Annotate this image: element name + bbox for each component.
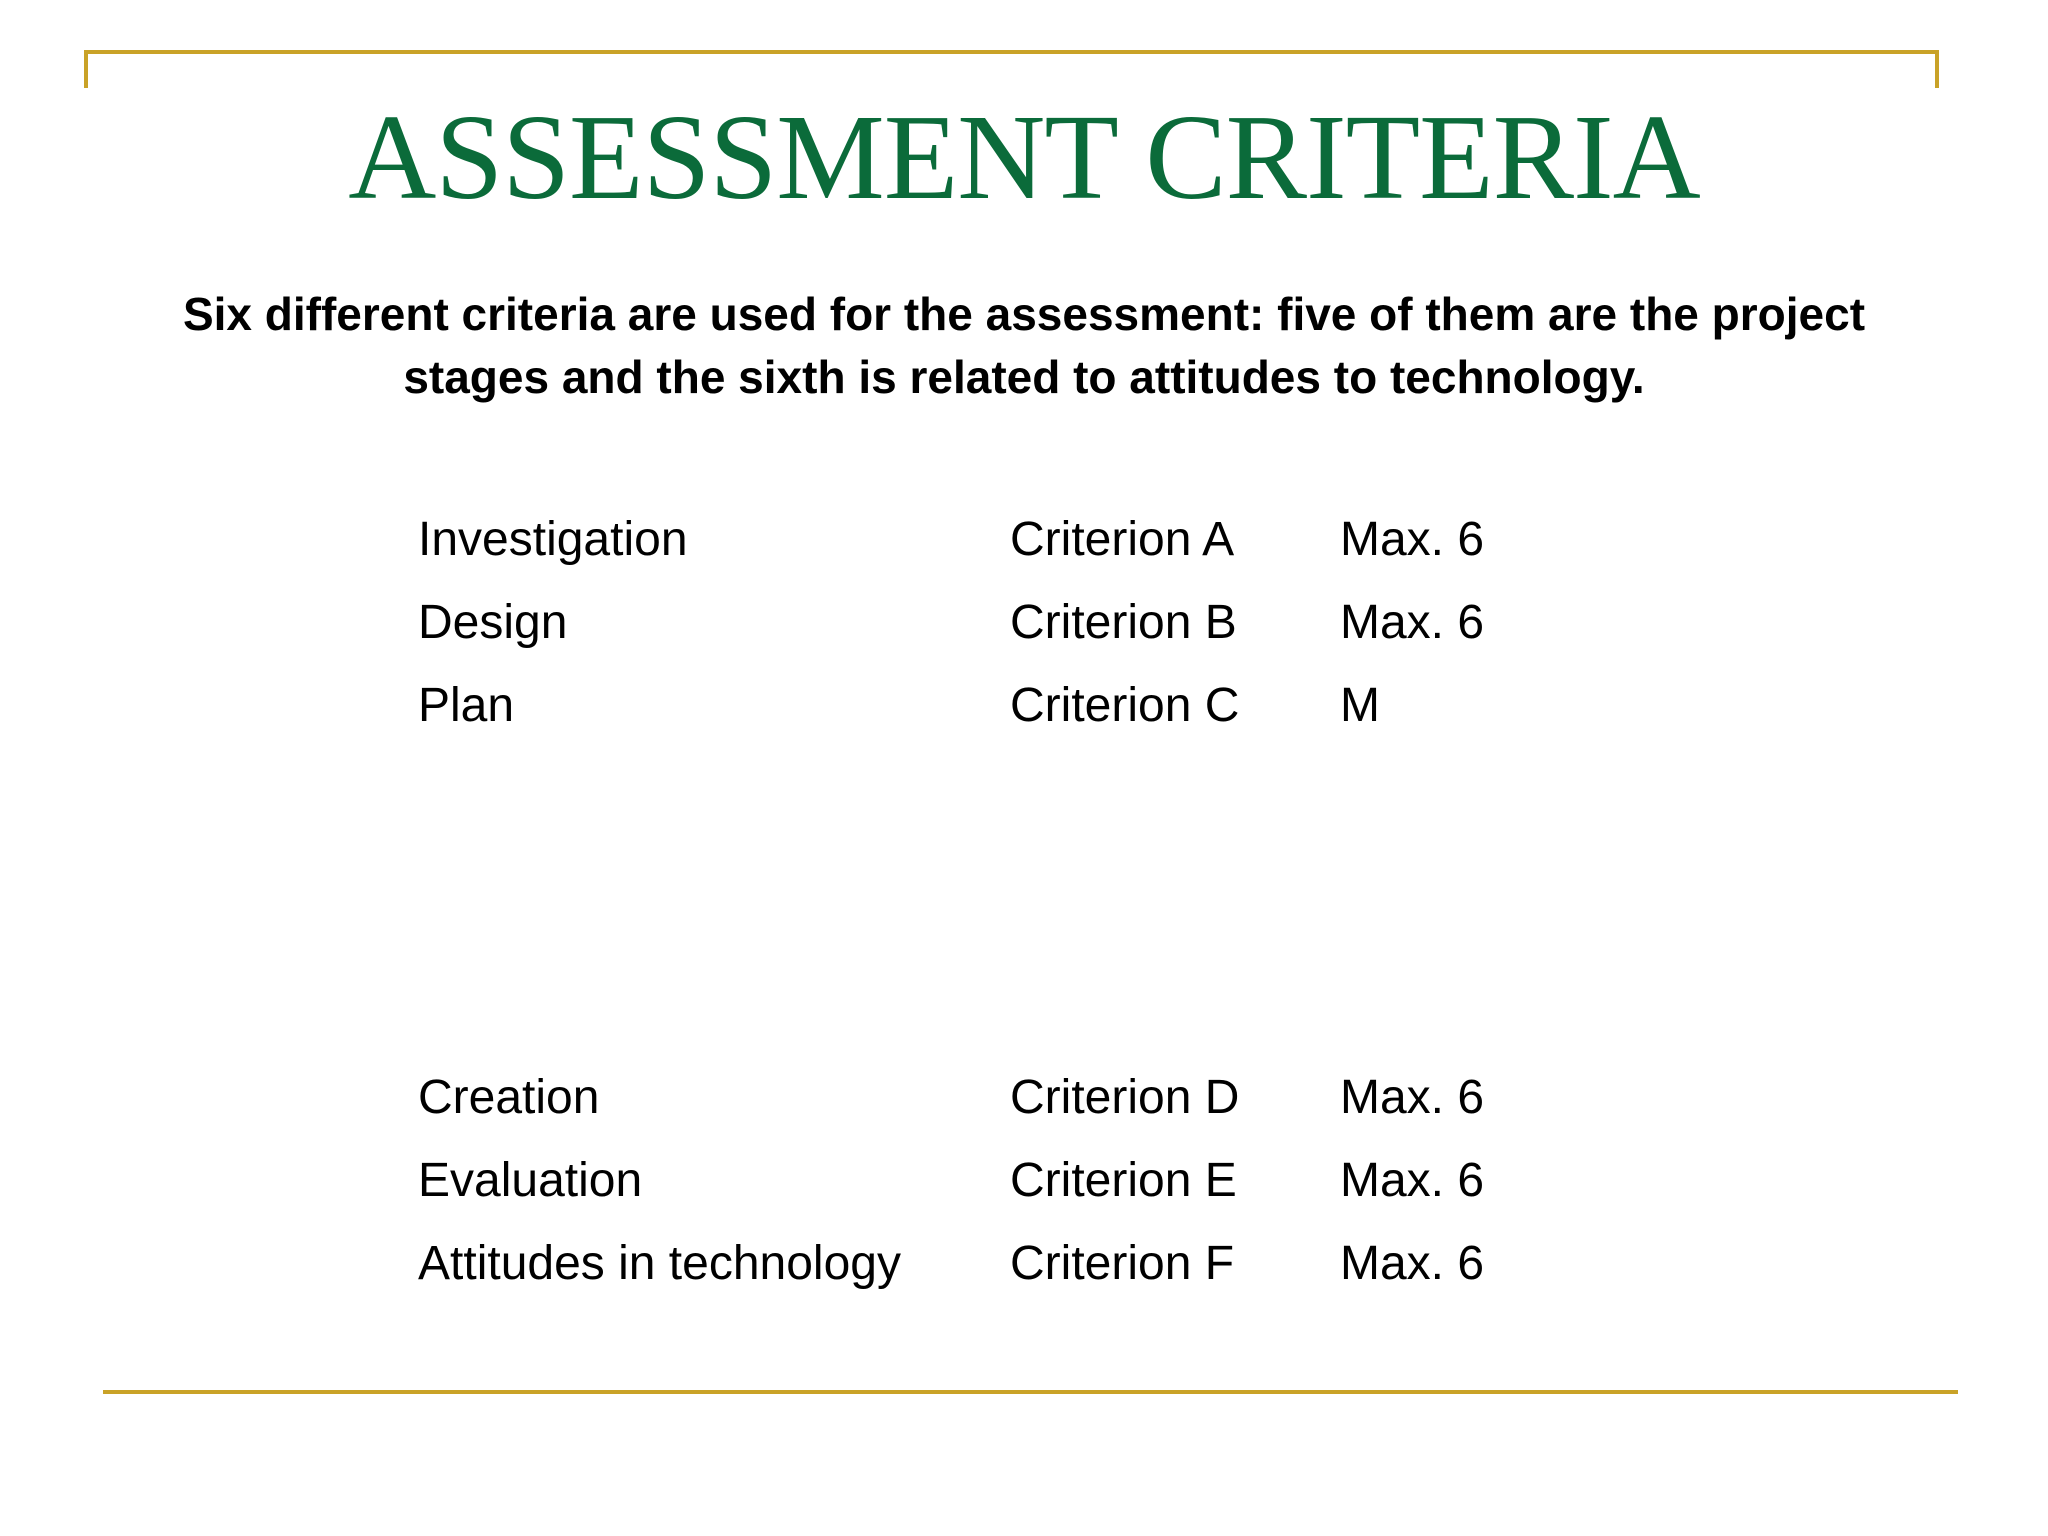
criteria-letter: Criterion B [1010,596,1237,649]
criteria-max: Max. 6 [1340,1237,1485,1290]
criteria-max: Max. 6 [1340,513,1485,566]
criteria-stage: Investigation [418,513,688,566]
criteria-letter: Criterion A [1010,513,1235,566]
criteria-stage: Evaluation [418,1154,643,1207]
criteria-row-f [0,1229,2048,1299]
criteria-row-a [0,505,2048,575]
criteria-max: Max. 6 [1340,596,1485,649]
criteria-letter: Criterion F [1010,1237,1235,1290]
criteria-letter: Criterion E [1010,1154,1237,1207]
slide-intro-text: Six different criteria are used for the assessment: five of them are the project stages and the sixth is related to attitudes to technology. [182,288,1866,403]
criteria-letter: Criterion C [1010,679,1240,732]
criteria-row-c [0,671,2048,741]
criteria-stage: Design [418,596,568,649]
criteria-row-d [0,1063,2048,1133]
criteria-max: M [1340,679,1380,732]
criteria-stage: Creation [418,1071,600,1124]
frame-bottom-rule [103,1390,1958,1394]
criteria-letter: Criterion D [1010,1071,1240,1124]
criteria-row-b [0,588,2048,658]
frame-top-rule [84,50,1939,54]
criteria-stage: Plan [418,679,515,732]
criteria-max: Max. 6 [1340,1154,1485,1207]
criteria-stage: Attitudes in technology [418,1237,901,1290]
slide-title: ASSESSMENT CRITERIA [0,88,2048,228]
criteria-max: Max. 6 [1340,1071,1485,1124]
criteria-row-e [0,1146,2048,1216]
